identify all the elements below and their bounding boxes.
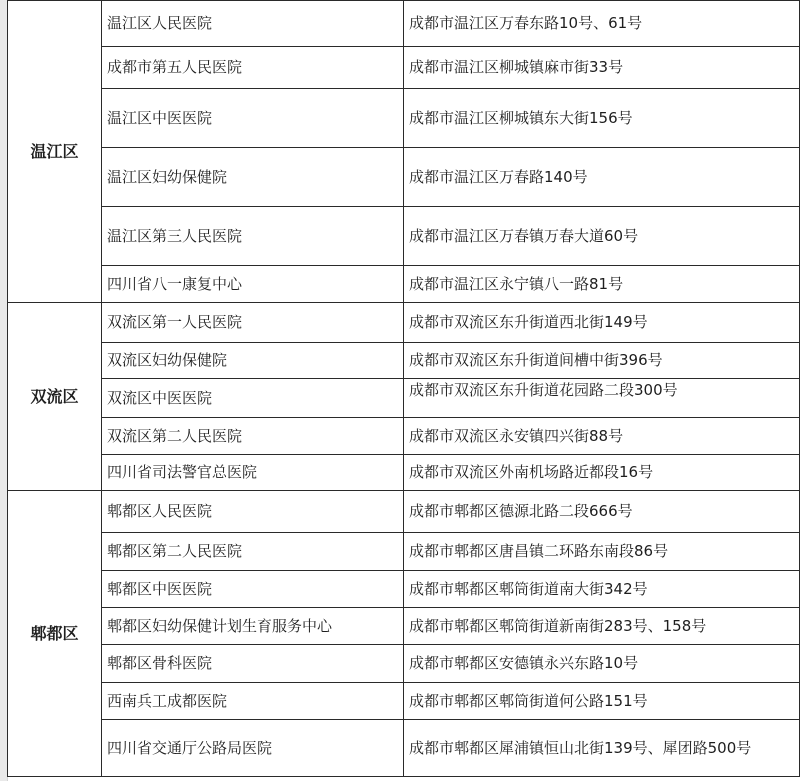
hospital-name: 温江区人民医院 [102,1,404,47]
hospital-name: 四川省交通厅公路局医院 [102,720,404,777]
hospital-name: 郫都区妇幼保健计划生育服务中心 [102,608,404,645]
hospital-address: 成都市双流区东升街道间槽中街396号 [404,343,800,379]
table-row [8,571,800,608]
hospital-address: 成都市双流区外南机场路近都段16号 [404,455,800,491]
hospital-address: 成都市双流区东升街道西北街149号 [404,303,800,343]
hospital-address: 成都市郫都区唐昌镇二环路东南段86号 [404,533,800,571]
hospital-name: 温江区第三人民医院 [102,207,404,266]
hospital-address: 成都市温江区柳城镇麻市街33号 [404,47,800,89]
hospital-name: 成都市第五人民医院 [102,47,404,89]
hospital-address: 成都市郫都区安德镇永兴东路10号 [404,645,800,683]
table-row [8,645,800,683]
hospital-name: 双流区中医医院 [102,379,404,418]
hospital-name: 郫都区中医医院 [102,571,404,608]
hospital-name: 温江区中医医院 [102,89,404,148]
hospital-address: 成都市温江区万春东路10号、61号 [404,1,800,47]
hospital-address: 成都市温江区万春镇万春大道60号 [404,207,800,266]
table-row [8,720,800,777]
hospital-name: 双流区妇幼保健院 [102,343,404,379]
hospital-address: 成都市温江区万春路140号 [404,148,800,207]
table-row [8,266,800,303]
table-row [8,343,800,379]
table-row [8,533,800,571]
hospital-address: 成都市双流区东升街道花园路二段300号 [404,379,800,418]
hospital-name: 西南兵工成都医院 [102,683,404,720]
hospital-address: 成都市郫都区郫筒街道南大街342号 [404,571,800,608]
district-cell: 双流区 [8,303,102,491]
hospital-address: 成都市温江区柳城镇东大街156号 [404,89,800,148]
table-row [8,303,800,343]
hospital-address: 成都市双流区永安镇四兴街88号 [404,418,800,455]
hospital-table [7,0,800,777]
table-row [8,1,800,47]
hospital-address: 成都市郫都区德源北路二段666号 [404,491,800,533]
table-row [8,47,800,89]
hospital-name: 郫都区人民医院 [102,491,404,533]
hospital-address: 成都市郫都区犀浦镇恒山北街139号、犀团路500号 [404,720,800,777]
table-row [8,608,800,645]
table-row [8,148,800,207]
table-row [8,207,800,266]
table-row [8,455,800,491]
hospital-name: 郫都区第二人民医院 [102,533,404,571]
table-row [8,683,800,720]
district-cell: 温江区 [8,1,102,303]
hospital-name: 四川省司法警官总医院 [102,455,404,491]
hospital-name: 四川省八一康复中心 [102,266,404,303]
hospital-name: 双流区第一人民医院 [102,303,404,343]
table-row [8,491,800,533]
table-row [8,89,800,148]
hospital-name: 温江区妇幼保健院 [102,148,404,207]
table-row [8,418,800,455]
hospital-address: 成都市郫都区郫筒街道何公路151号 [404,683,800,720]
hospital-name: 郫都区骨科医院 [102,645,404,683]
district-cell: 郫都区 [8,491,102,777]
hospital-address: 成都市温江区永宁镇八一路81号 [404,266,800,303]
hospital-name: 双流区第二人民医院 [102,418,404,455]
table-row [8,379,800,418]
hospital-address: 成都市郫都区郫筒街道新南街283号、158号 [404,608,800,645]
